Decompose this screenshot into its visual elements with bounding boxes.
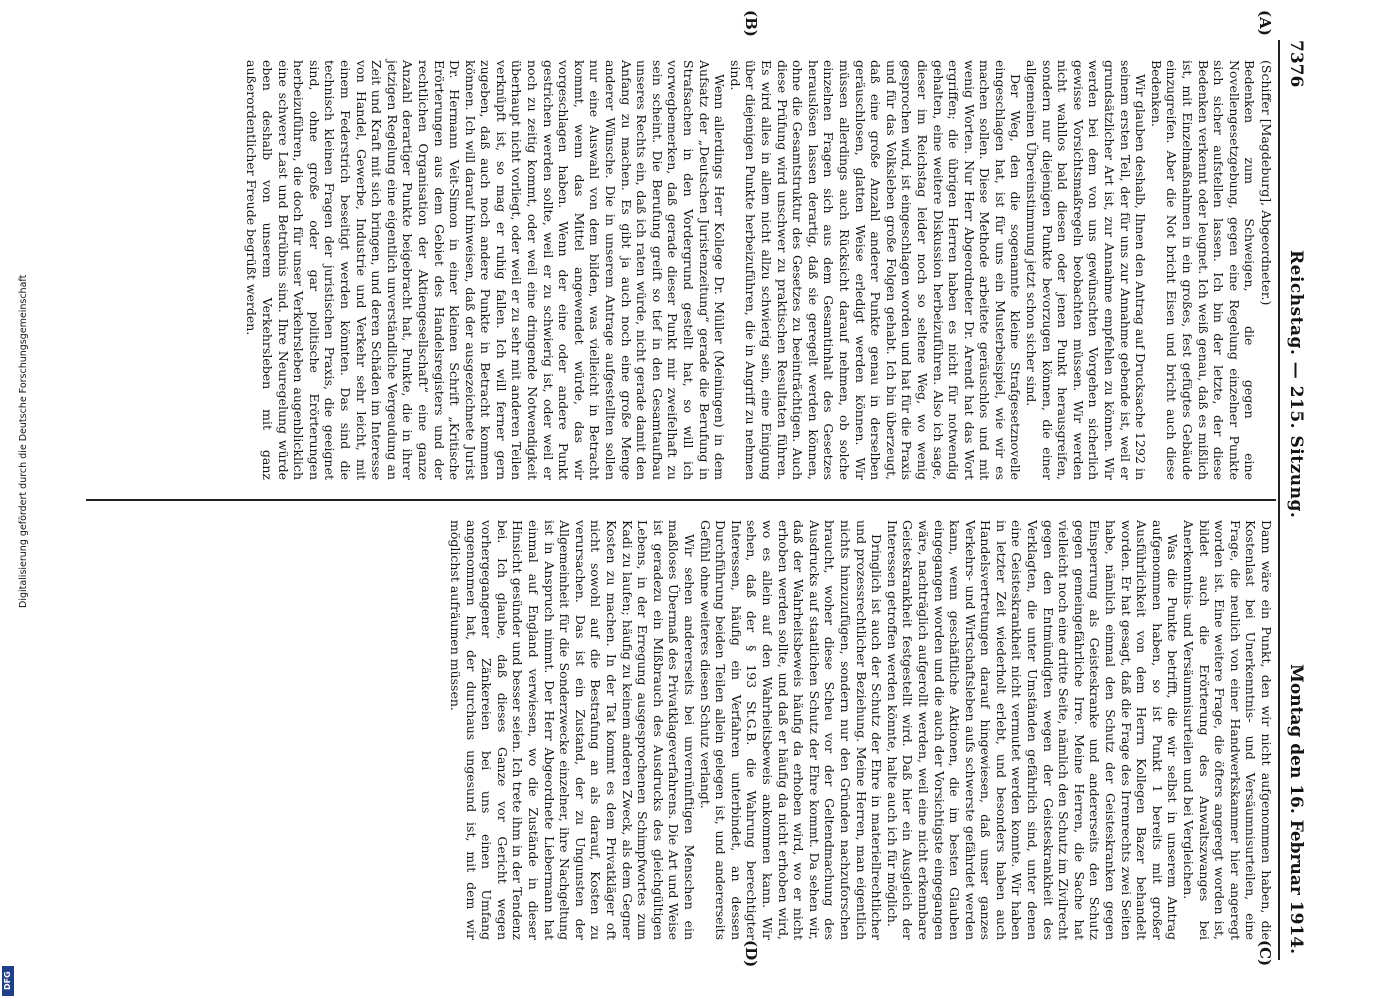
marker-d: (D) bbox=[742, 940, 760, 968]
rotated-newspaper-page bbox=[80, 10, 1320, 968]
page-number: 7376 bbox=[1286, 40, 1306, 88]
left-column bbox=[244, 60, 1274, 480]
paragraph: Dann wäre ein Punkt, den wir nicht aufgenommen haben, die Kostenlast bei Unerkenntnis- und Versäumnisurteilen, eine Frage, die neulich von einer Handwerkskammer hier angeregt worden ist. Eine weitere Frage, die öfters angeregt worden ist, bildet auch die Erörterung des Anwaltszwanges bei Anerkenntnis- und Versäumnisurteilen und bei Vergleichen. bbox=[1181, 520, 1274, 940]
page-date: Montag den 16. Februar 1914. bbox=[1286, 664, 1306, 954]
paragraph: Wir sehen andererseits bei unvernünftigen Menschen ein maßloses Übermaß des Privatklageverfahrens. Die Art und Weise ist geradezu ein Mißbrauch des Ausdrucks des gleichgültigen Lebens, in der Erregung ausgesprochenen Schimpfwortes zum Kadi zu laufen; häufig zu keinem anderen Zweck, als dem Gegner Kosten zu machen. In der Tat kommt es dem Privatkläger oft nicht sowohl auf die Bestrafung an als darauf, Kosten zu verursachen. Das ist ein Zustand, der zu Ungunsten der Allgemeinheit für die Sonderzwecke einzelner, ihre Nachgeltung ist in Anspruch nimmt. Der Herr Abgeordnete Liebermann hat einmal auf England verwiesen, wo die Zustände in dieser Hinsicht gesünder und besser seien. Ich trete ihm in der Tendenz bei. Ich glaube, daß dieses Ganze vor Gericht wegen vorhergegangener Zänkereien bei uns einen Umfang angenommen hat, der durchaus ungesund ist, mit dem wir möglichst aufräumen müssen. bbox=[448, 520, 698, 940]
dfg-logo: DFG bbox=[2, 966, 14, 996]
digitization-credit: Digitalisierung gefördert durch die Deutsche Forschungsgemeinschaft bbox=[18, 274, 29, 608]
header-rule bbox=[1278, 40, 1280, 960]
marker-a: (A) bbox=[1256, 10, 1274, 36]
paragraph: Der Weg, den die sogenannte kleine Strafgesetznovelle eingeschlagen hat, ist für uns ein Musterbeispiel, wie wir es machen sollen. Diese Methode arbeitete geräuschlos und mit wenig Worten. Nur Herr Abgeordneter Dr. Arendt hat das Wort ergriffen; die übrigen Herren haben es nicht für notwendig gehalten, eine weitere Diskussion herbeizuführen. Also ich sage, dieser im Reichstag leider noch so seltene Weg, wo wenig gesprochen wird, ist eingeschlagen worden und hat für die Praxis und für das Volksleben große Folgen gehabt. Ich bin überzeugt, daß eine große Anzahl anderer Punkte genau in derselben geräuschlosen, glatten Weise erledigt werden können. Wir müssen allerdings auch Rücksicht darauf nehmen, ob solche einzelnen Fragen sich aus dem Gesamtinhalt des Gesetzes herauslösen lassen derartig, daß sie geregelt werden können, ohne die Gesamtstruktur des Gesetzes zu beeinträchtigen. Auch diese Prüfung wird unschwer zu praktischen Resultaten führen. Es wird alles in allem nicht allzu schwierig sein, eine Einigung über diejenigen Punkte herbeizuführen, die in Angriff zu nehmen sind. bbox=[727, 60, 1024, 480]
credit-strip bbox=[0, 0, 30, 1000]
paragraph: Bedenken zum Schweigen, die gegen eine Novellengesetzgebung, gegen eine Regelung einzelner Punkte sich sicher aufstellen lassen. Ich bin der letzte, der diese Bedenken verkennt oder leugnet. Ich weiß genau, daß es mißlich ist, mit Einzelmaßnahmen in ein großes, fest gefügtes Gebäude einzugreifen. Aber die Not bricht Eisen und bricht auch diese Bedenken. bbox=[1148, 60, 1258, 480]
right-column bbox=[448, 520, 1274, 940]
speaker-line: (Schiffer [Magdeburg], Abgeordneter.) bbox=[1259, 60, 1274, 306]
paragraph: Wir glauben deshalb, Ihnen den Antrag auf Drucksache 1292 in seinem ersten Teil, der für uns zur Annahme gebende ist, weil er grundsätzlicher Art ist, zur Annahme empfehlen zu können. Wir werden bei dem von uns gewünschten Vorgehen sicherlich gewisse Vorsichtsmaßregeln beobachten müssen. Wir werden nicht wahllos bald diesen oder jenen Punkt herausgreifen, sondern nur diejenigen Punkte bevorzugen können, die einer allgemeinen Übereinstimmung jetzt schon sicher sind. bbox=[1024, 60, 1149, 480]
paragraph: Wenn allerdings Herr Kollege Dr. Müller (Meiningen) in dem Aufsatz der „Deutschen Juristenzeitung“ gerade die Berufung in Strafsachen in den Vordergrund gestellt hat, so will ich vorwegbemerken, daß gerade dieser Punkt mir zweifelhaft zu sein scheint. Die Berufung greift so tief in den Gesamtaufbau unseres Rechts ein, daß ich raten würde, nicht gerade damit den Anfang zu machen. Es gibt ja auch noch eine große Menge anderer Wünsche. Die in unserem Antrage aufgestellten sollen nur eine Auswahl von dem bilden, was vielleicht in Betracht kommt, wenn das Mittel angewendet würde, das wir vorgeschlagen haben. Wenn der eine oder andere Punkt gestrichen werden sollte, weil er zu schwierig ist, oder weil er noch zu zeitig kommt, oder weil eine dringende Notwendigkeit überhaupt nicht vorliegt, oder weil er zu sehr mit anderen Teilen verknüpft ist, so mag er ruhig fallen. Ich will ferner gern zugeben, daß auch noch andere Punkte in Betracht kommen können. Ich will darauf hinweisen, daß der ausgezeichnete Jurist Dr. Hermann Veit-Simon in einer kleinen Schrift „Kritische Erörterungen aus dem Gebiet des Handelsregisters und der rechtlichen Organisation der Aktiengesellschaft“ eine ganze Anzahl derartiger Punkte beigebracht hat, Punkte, die in ihrer jetzigen Regelung eine eigentlich unverständliche Vergeudung an Zeit und Kraft mit sich bringen, und deren Schäden im Interesse von Handel, Gewerbe, Industrie und Verkehr sehr leicht, mit einem Federstrich beseitigt werden könnten. Das sind die technisch kleinen Fragen der juristischen Praxis, die geeignet sind, ohne große oder gar politische Erörterungen herbeizuführen, die doch für unser Verkehrsleben augenblicklich eine schwere Last und Betrübnis sind. Ihre Neuregelung würde eben deshalb von unserem Verkehrsleben mit ganz außerordentlicher Freude begrüßt werden. bbox=[244, 60, 728, 480]
marker-c: (C) bbox=[1256, 940, 1274, 967]
column-divider bbox=[86, 499, 1276, 501]
page-title: Reichstag. — 215. Sitzung. bbox=[1286, 250, 1306, 519]
marker-b: (B) bbox=[742, 10, 760, 37]
paragraph: Dringlich ist auch der Schutz der Ehre in materiellrechtlicher und prozessrechtlicher Beziehung. Meine Herren, man eigentlich nichts hinzuzufügen, sondern nur den Gründen nachzuforschen braucht, woher diese Scheu vor der Geltendmachung des Ausdrucks auf staatlichen Schutz der Ehre kommt. Da sehen wir, daß der Wahrheitsbeweis häufig da erhoben wird, wo er nicht erhoben werden sollte, und daß er häufig da nicht erhoben wird, wo es allein auf den Wahrheitsbeweis ankommen kann. Wir sehen, daß der § 193 St.G.B. die Wahrung berechtigter Interessen, häufig ein Verfahren unterbindet, an dessen Durchführung beiden Teilen allein gelegen ist, und andererseits Gefühl ohne weiteres diesen Schutz verlangt. bbox=[697, 520, 885, 940]
paragraph: Was die Punkte betrifft, die wir selbst in unserem Antrag aufgenommen haben, so ist Punkt 1 bereits mit großer Ausführlichkeit von dem Herrn Kollegen Bazer behandelt worden. Er hat gesagt, daß die Frage des Irrenrechts zwei Seiten habe, nämlich einmal den Schutz der Geisteskranken gegen Einsperrung als Geisteskranke und andererseits den Schutz gegen gemeingefährliche Irre. Meine Herren, die Sache hat vielleicht noch eine dritte Seite, nämlich den Schutz im Zivilrecht gegen den Entmündigten wegen der Geisteskrankheit des Verklagten, die unter Umständen gefährlich sind, unter denen eine Geisteskrankheit nicht vermutet werden konnte. Wir haben in letzter Zeit wiederholt erlebt, und besonders haben auch Handelsvertretungen darauf hingewiesen, daß unser ganzes Verkehrs- und Wirtschaftsleben aufs schwerste gefährdet werden kann, wenn geschäftliche Aktionen, die im besten Glauben eingegangen worden und die auch der Vorsichtigste eingegangen wäre, nachträglich aufgerollt werden, weil eine nicht erkennbare Geisteskrankheit festgestellt wird. Daß hier ein Ausgleich der Interessen getroffen werden könnte, halte auch ich für möglich. bbox=[884, 520, 1181, 940]
